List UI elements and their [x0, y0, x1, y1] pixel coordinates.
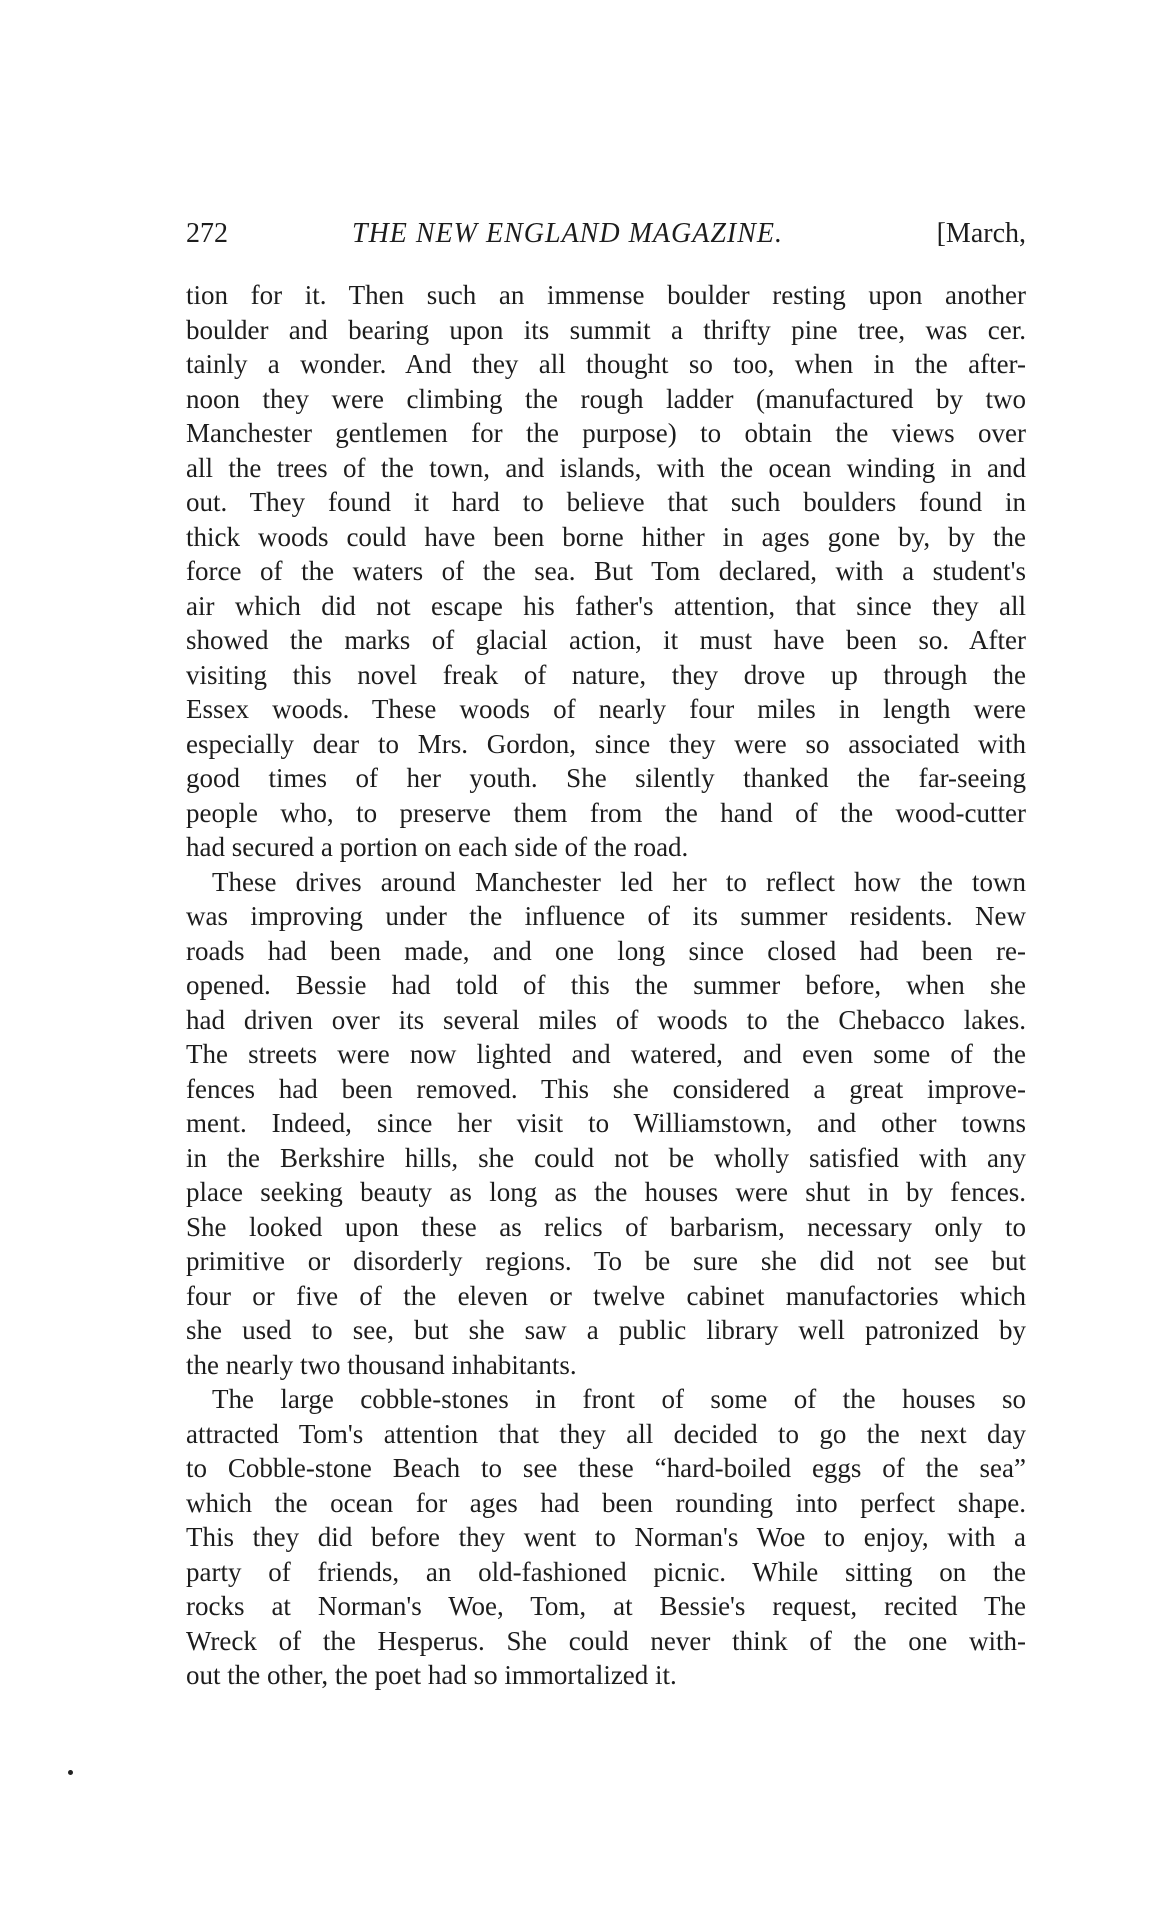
text-line: fences had been removed. This she considered a great improve-: [186, 1073, 1026, 1104]
issue-month: [March,: [936, 218, 1026, 249]
text-line: These drives around Manchester led her to reflect how the town: [212, 866, 1026, 897]
text-line: air which did not escape his father's attention, that since they all: [186, 590, 1026, 621]
text-line: tion for it. Then such an immense boulder resting upon another: [186, 280, 1026, 310]
text-line: noon they were climbing the rough ladder (manufactured by two: [186, 383, 1026, 414]
text-line: out. They found it hard to believe that such boulders found in: [186, 487, 1026, 517]
text-line: opened. Bessie had told of this the summer before, when she: [186, 970, 1026, 1000]
body-text: [186, 278, 1026, 1693]
text-line: out the other, the poet had so immortalized it.: [186, 1660, 677, 1690]
running-head: [186, 218, 1026, 258]
margin-mark: [68, 1770, 73, 1775]
text-line: rocks at Norman's Woe, Tom, at Bessie's request, recited The: [186, 1591, 1026, 1621]
text-line: four or five of the eleven or twelve cabinet manufactories which: [186, 1280, 1026, 1311]
page-number: 272: [186, 218, 228, 249]
text-line: the nearly two thousand inhabitants.: [186, 1349, 577, 1380]
text-line: had secured a portion on each side of the road.: [186, 832, 689, 862]
text-line: in the Berkshire hills, she could not be wholly satisfied with any: [186, 1142, 1026, 1173]
text-line: place seeking beauty as long as the houses were shut in by fences.: [186, 1177, 1026, 1207]
text-line: was improving under the influence of its summer residents. New: [186, 901, 1026, 931]
text-line: all the trees of the town, and islands, with the ocean winding in and: [186, 452, 1026, 483]
text-line: boulder and bearing upon its summit a thrifty pine tree, was cer.: [186, 314, 1026, 345]
text-line: tainly a wonder. And they all thought so too, when in the after-: [186, 349, 1026, 379]
text-line: she used to see, but she saw a public library well patronized by: [186, 1315, 1026, 1345]
text-line: Manchester gentlemen for the purpose) to obtain the views over: [186, 418, 1026, 448]
text-line: primitive or disorderly regions. To be sure she did not see but: [186, 1246, 1026, 1276]
text-line: had driven over its several miles of woods to the Chebacco lakes.: [186, 1004, 1026, 1035]
text-line: Essex woods. These woods of nearly four miles in length were: [186, 694, 1026, 724]
text-line: visiting this novel freak of nature, they drove up through the: [186, 659, 1026, 690]
text-line: This they did before they went to Norman's Woe to enjoy, with a: [186, 1522, 1026, 1552]
text-line: The large cobble-stones in front of some of the houses so: [212, 1384, 1026, 1414]
text-line: thick woods could have been borne hither in ages gone by, by the: [186, 521, 1026, 552]
text-line: showed the marks of glacial action, it must have been so. After: [186, 625, 1026, 655]
text-line: The streets were now lighted and watered, and even some of the: [186, 1039, 1026, 1069]
text-line: attracted Tom's attention that they all decided to go the next day: [186, 1418, 1026, 1449]
text-line: roads had been made, and one long since closed had been re-: [186, 935, 1026, 966]
text-line: good times of her youth. She silently thanked the far-seeing: [186, 763, 1026, 793]
text-line: party of friends, an old-fashioned picnic. While sitting on the: [186, 1556, 1026, 1587]
text-line: especially dear to Mrs. Gordon, since they were so associated with: [186, 728, 1026, 759]
text-line: people who, to preserve them from the hand of the wood-cutter: [186, 797, 1026, 828]
text-line: Wreck of the Hesperus. She could never think of the one with-: [186, 1625, 1026, 1656]
text-line: force of the waters of the sea. But Tom declared, with a student's: [186, 556, 1026, 586]
magazine-title: THE NEW ENGLAND MAGAZINE.: [352, 218, 783, 249]
text-line: which the ocean for ages had been rounding into perfect shape.: [186, 1487, 1026, 1518]
text-line: to Cobble-stone Beach to see these “hard-boiled eggs of the sea”: [186, 1453, 1026, 1483]
text-line: She looked upon these as relics of barbarism, necessary only to: [186, 1211, 1026, 1242]
text-line: ment. Indeed, since her visit to Williamstown, and other towns: [186, 1108, 1026, 1138]
